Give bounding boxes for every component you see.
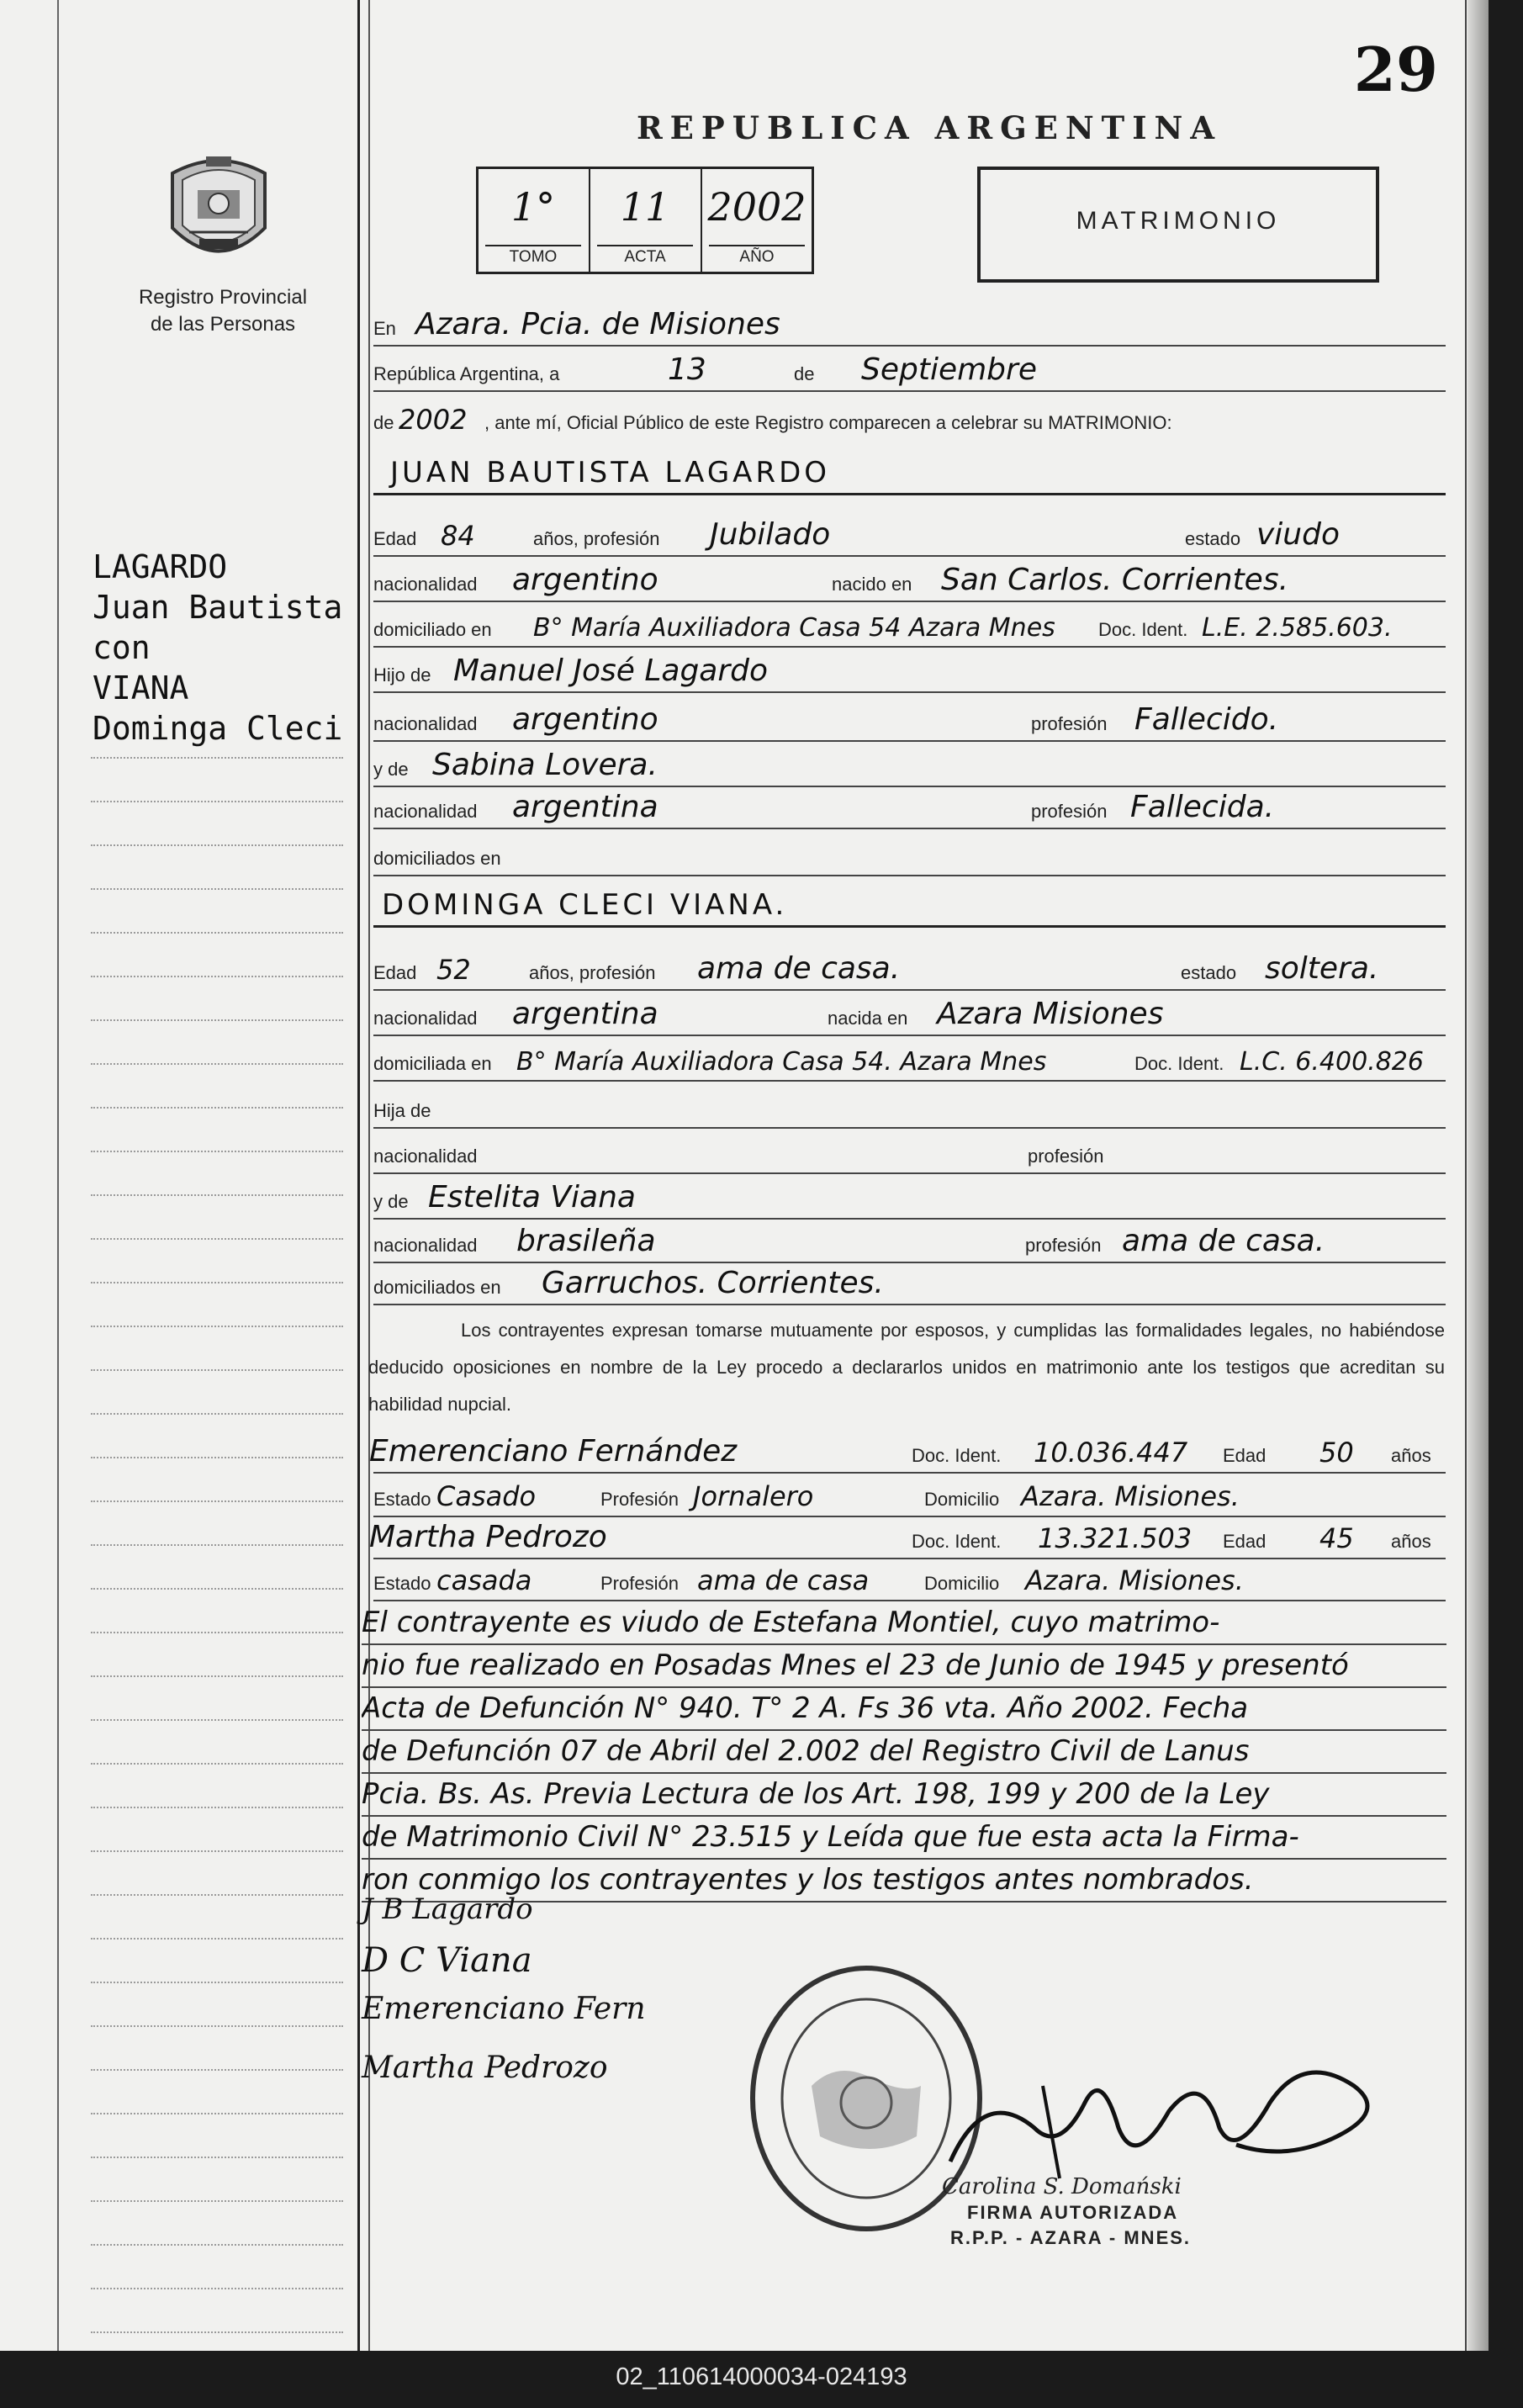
yde-label: y de [373,759,409,780]
margin-divider [357,0,360,2351]
bride-father-nationality-line [373,1130,1446,1174]
tomo-value: 1° [510,184,556,230]
margin-ruled-line [91,1807,343,1808]
witness1-address: Azara. Misiones. [1021,1480,1240,1512]
profesion-label: profesión [1031,713,1108,734]
bride-nationality: argentina [512,997,658,1031]
yde-label: y de [373,1191,409,1212]
edad-label: Edad [373,528,417,549]
groom-father-line [373,649,1446,693]
groom-status: viudo [1256,517,1340,552]
witness2-signature: Martha Pedrozo [362,2051,608,2085]
groom-name: JUAN BAUTISTA LAGARDO [390,456,831,490]
groom-address: B° María Auxiliadora Casa 54 Azara Mnes [533,613,1055,643]
date-line [373,348,1446,392]
groom-mother: Sabina Lovera. [432,748,658,782]
margin-ruled-line [91,1063,343,1065]
estado-label: estado [1185,528,1241,549]
anos-profesion-label: años, profesión [529,962,656,983]
groom-father-nationality-line [373,698,1446,742]
margin-ruled-line [91,1326,343,1327]
note-line: de Matrimonio Civil N° 23.515 y Leída que fue esta acta la Firma- [362,1817,1446,1860]
bride-name-line [373,883,1446,928]
nacida-label: nacida en [828,1008,908,1029]
nacionalidad-label: nacionalidad [373,1008,478,1029]
groom-mother-profession: Fallecida. [1130,790,1275,824]
bride-mother-nationality-line [373,1220,1446,1263]
margin-ruled-line [91,1500,343,1502]
intro-sentence: , ante mí, Oficial Público de este Registro comparecen a celebrar su MATRIMONIO: [484,412,1172,433]
witness2-address: Azara. Misiones. [1025,1564,1244,1596]
official-role: FIRMA AUTORIZADA [967,2202,1179,2223]
profesion-label: profesión [1025,1235,1102,1256]
ano-label: AÑO [709,245,805,267]
bride-parents-address: Garruchos. Corrientes. [542,1266,884,1300]
margin-ruled-line [91,1457,343,1458]
note-line: ron conmigo los contrayentes y los testigos antes nombrados. [362,1860,1446,1903]
margin-ruled-line [91,757,343,759]
hijo-label: Hijo de [373,664,431,685]
domiciliada-label: domiciliada en [373,1053,492,1074]
anos-label: años [1391,1531,1431,1552]
margin-ruled-line [91,888,343,890]
nacionalidad-label: nacionalidad [373,801,478,822]
bride-status: soltera. [1265,951,1379,986]
day-value: 13 [668,352,706,387]
bride-address-line [373,1038,1446,1082]
groom-address-line [373,604,1446,648]
margin-ruled-line [91,1151,343,1152]
groom-mother-nationality: argentina [512,790,658,824]
margin-ruled-line [91,2069,343,2071]
tomo-cell [479,169,588,272]
domicilio-label: Domicilio [924,1489,1000,1510]
witness1-age: 50 [1319,1437,1354,1469]
witness2-age: 45 [1319,1522,1354,1554]
bride-name: DOMINGA CLECI VIANA. [382,888,788,922]
groom-signature: J B Lagardo [362,1892,533,1926]
profesion-label: Profesión [600,1489,679,1510]
nacionalidad-label: nacionalidad [373,574,478,595]
margin-note-line: LAGARDO [93,548,228,585]
nacionalidad-label: nacionalidad [373,1235,478,1256]
margin-ruled-line [91,844,343,846]
groom-profession: Jubilado [710,517,831,552]
page-number: 29 [1353,34,1438,105]
nacido-label: nacido en [832,574,912,595]
acta-value: 11 [620,184,670,230]
bride-mother: Estelita Viana [428,1180,636,1215]
witness1-line [369,1430,1446,1474]
anos-profesion-label: años, profesión [533,528,660,549]
de-label: de [794,363,815,384]
margin-divider-left [57,0,59,2351]
margin-ruled-line [91,1413,343,1415]
witness1-status: Casado [436,1480,537,1512]
act-type-label: MATRIMONIO [1076,207,1281,235]
place-line [373,303,1446,347]
groom-birthplace: San Carlos. Corrientes. [941,563,1289,597]
bride-signature: D C Viana [362,1941,532,1980]
en-label: En [373,318,396,339]
margin-note-line: Juan Bautista [93,589,343,626]
estado-label: Estado [373,1573,431,1594]
anos-label: años [1391,1445,1431,1466]
domiciliado-label: domiciliado en [373,619,492,640]
profesion-label: profesión [1031,801,1108,822]
month-value: Septiembre [861,352,1037,387]
right-border [1465,0,1467,2351]
witness1-profession: Jornalero [693,1480,814,1512]
margin-ruled-line [91,1588,343,1590]
reference-box [476,167,814,274]
edad-label: Edad [373,962,417,983]
bride-age-line [373,947,1446,991]
witness2-detail-line [373,1558,1446,1601]
estado-label: Estado [373,1489,431,1510]
groom-father-nationality: argentino [512,702,658,737]
margin-ruled-line [91,1675,343,1677]
bride-father-line [373,1085,1446,1129]
note-line: de Defunción 07 de Abril del 2.002 del Registro Civil de Lanus [362,1731,1446,1774]
margin-ruled-line [91,1850,343,1852]
margin-ruled-line [91,801,343,802]
nacionalidad-label: nacionalidad [373,713,478,734]
bride-doc: L.C. 6.400.826 [1240,1047,1424,1077]
republica-label: República Argentina, a [373,363,560,384]
margin-ruled-line [91,2025,343,2027]
groom-father: Manuel José Lagardo [453,654,769,688]
country-heading: REPUBLICA ARGENTINA [636,109,1223,146]
margin-ruled-line [91,1282,343,1283]
margin-ruled-line [91,976,343,977]
groom-name-line [373,451,1446,495]
bride-parents-address-line [373,1262,1446,1305]
margin-note [93,547,362,749]
bride-mother-profession: ama de casa. [1122,1224,1325,1258]
registry-label [101,284,345,338]
image-caption: 02_110614000034-024193 [616,2363,907,2390]
groom-mother-line [373,744,1446,787]
groom-parents-address-line [373,833,1446,876]
margin-ruled-line [91,1544,343,1546]
note-line: Pcia. Bs. As. Previa Lectura de los Art. 198, 199 y 200 de la Ley [362,1774,1446,1817]
ano-value: 2002 [707,184,806,230]
declaration-text: Los contrayentes expresan tomarse mutuamente por esposos, y cumplidas las formalidades legales, no habiéndose deducido oposiciones en nombre de la Ley procedo a declararlos unidos en matrimonio ante los testigos que acreditan su habilidad nupcial. [368,1320,1445,1415]
witness2-name: Martha Pedrozo [369,1520,607,1554]
domiciliados-label: domiciliados en [373,848,501,869]
marginal-notes [362,1602,1446,1903]
margin-ruled-line [91,1194,343,1196]
year-line [373,397,1446,439]
tomo-label: TOMO [485,245,581,267]
margin-note-line: Dominga Cleci [93,710,343,747]
acta-label: ACTA [597,245,693,267]
note-line: El contrayente es viudo de Estefana Montiel, cuyo matrimo- [362,1602,1446,1645]
margin-ruled-line [91,1019,343,1021]
registry-label-line1: Registro Provincial [138,286,308,309]
groom-age: 84 [441,520,475,552]
witness2-doc: 13.321.503 [1038,1522,1192,1554]
margin-ruled-line [91,1369,343,1371]
doc-label: Doc. Ident. [912,1445,1002,1466]
profesion-label: profesión [1028,1146,1104,1167]
margin-ruled-line [91,1938,343,1940]
margin-ruled-line [91,1719,343,1721]
bride-mother-line [373,1176,1446,1220]
margin-ruled-line [91,2288,343,2289]
edad-label: Edad [1223,1445,1267,1466]
groom-father-profession: Fallecido. [1134,702,1279,737]
doc-label: Doc. Ident. [1098,619,1188,640]
bride-mother-nationality: brasileña [516,1224,656,1258]
provincial-emblem-icon [164,148,273,274]
groom-nationality-line [373,558,1446,602]
bride-profession: ama de casa. [697,951,901,986]
domiciliados-label: domiciliados en [373,1277,501,1298]
official-signature-icon [917,2035,1396,2195]
act-type-box [977,167,1379,283]
margin-ruled-line [91,2157,343,2158]
groom-mother-nationality-line [373,786,1446,829]
margin-ruled-line [91,1763,343,1765]
registry-label-line2: de las Personas [150,313,296,336]
margin-ruled-line [91,1632,343,1633]
official-name: Carolina S. Domański [942,2174,1182,2199]
margin-ruled-line [91,932,343,934]
place-value: Azara. Pcia. de Misiones [415,307,780,341]
margin-ruled-line [91,2200,343,2202]
nacionalidad-label: nacionalidad [373,1146,478,1167]
note-line: Acta de Defunción N° 940. T° 2 A. Fs 36 vta. Año 2002. Fecha [362,1688,1446,1731]
margin-note-line: VIANA [93,669,189,707]
bride-birthplace: Azara Misiones [937,997,1164,1031]
bride-nationality-line [373,992,1446,1036]
margin-ruled-line [91,2244,343,2246]
page-edge [1467,0,1489,2351]
year-value: 2002 [399,404,468,436]
bride-age: 52 [436,954,471,986]
witness2-status: casada [436,1564,532,1596]
groom-doc: L.E. 2.585.603. [1202,613,1393,643]
witness2-profession: ama de casa [697,1564,870,1596]
profesion-label: Profesión [600,1573,679,1594]
margin-ruled-line [91,2113,343,2114]
de2-label: de [373,412,394,433]
doc-label: Doc. Ident. [1134,1053,1224,1074]
groom-age-line [373,513,1446,557]
domicilio-label: Domicilio [924,1573,1000,1594]
bride-address: B° María Auxiliadora Casa 54. Azara Mnes [516,1047,1047,1077]
note-line: nio fue realizado en Posadas Mnes el 23 de Junio de 1945 y presentó [362,1645,1446,1688]
margin-ruled-line [91,2331,343,2333]
margin-ruled-line [91,1107,343,1109]
acta-cell [590,169,700,272]
estado-label: estado [1181,962,1237,983]
groom-nationality: argentino [512,563,658,597]
witness1-detail-line [373,1474,1446,1517]
witness1-doc: 10.036.447 [1034,1437,1188,1469]
hija-label: Hija de [373,1100,431,1121]
edad-label: Edad [1223,1531,1267,1552]
official-place: R.P.P. - AZARA - MNES. [950,2227,1192,2248]
margin-ruled-line [91,1982,343,1983]
doc-label: Doc. Ident. [912,1531,1002,1552]
margin-ruled-line [91,1238,343,1240]
witness1-name: Emerenciano Fernández [369,1434,738,1469]
witness1-signature: Emerenciano Fern [362,1992,646,2026]
margin-note-line: con [93,629,151,666]
witness2-line [369,1516,1446,1559]
margin-ruled-line [91,1894,343,1896]
ano-cell [702,169,812,272]
